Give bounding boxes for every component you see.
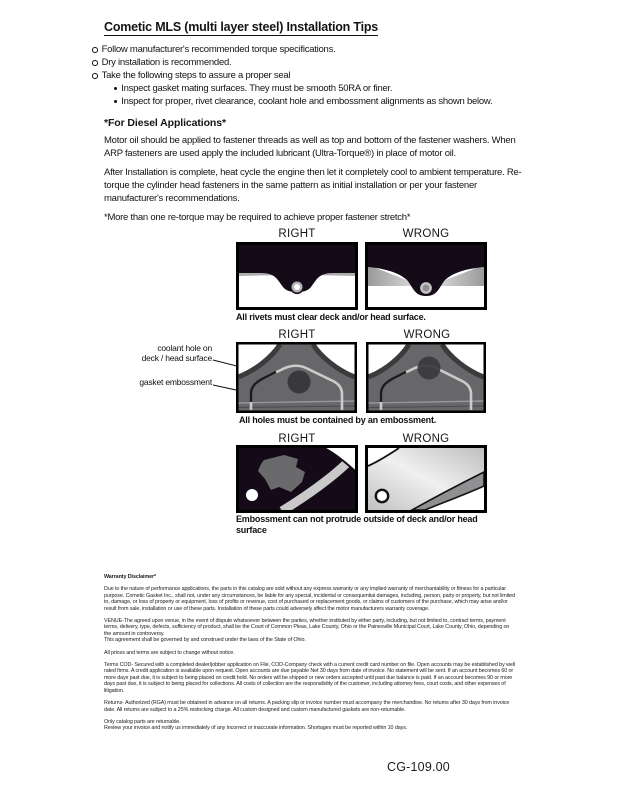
coolant-hole-label: coolant hole on deck / head surface bbox=[141, 343, 212, 363]
fine-print-paragraph: This agreement shall be governed by and construed under the laws of the State of Ohio. bbox=[104, 637, 306, 644]
list-item bbox=[92, 56, 524, 69]
list-item bbox=[92, 69, 524, 82]
circle-bullet-icon bbox=[92, 73, 98, 79]
list-item bbox=[92, 43, 524, 56]
gasket-embossment-label: gasket embossment bbox=[139, 377, 212, 387]
coolant-hole-right-diagram bbox=[236, 342, 357, 413]
warranty-disclaimer bbox=[104, 574, 517, 732]
fine-print-paragraph: Due to the nature of performance applications, the parts in this catalog are sold without any express warranty or any implied warranty of merchantability or fitness for a particular purpose. Cometic Gasket Inc., shall not, under any circumstances, be liable for any special, incidental or consequential damages, including, person, party or property, but not limited to, damage, or loss of property or equipment, loss of profits or revenue, cost of purchased or replacement goods, or claims of customers of the purchase, which may arise and/or result from sale, installation or use of these parts. Installation of these parts could adversely affect the motor manufacturers warranty coverage. bbox=[104, 586, 515, 612]
bullet-text: Follow manufacturer's recommended torque specifications. bbox=[101, 44, 336, 55]
dot-bullet-icon bbox=[114, 87, 117, 90]
bullet-text: Inspect for proper, rivet clearance, coolant hole and embossment alignments as shown below. bbox=[121, 96, 493, 107]
fine-print-paragraph: VENUE-The agreed upon venue, in the event of dispute whatsoever between the parties, whether instituted by either party, including, but not limited to, contract terms, payment terms, delivery, type, defects, sufficiency of product, shall be the Court of Common Pleas, Lake County, Ohio or the Painesville Municipal Court, Lake County, Ohio, depending on the amount in controversy. bbox=[104, 618, 510, 637]
diesel-applications-heading: *For Diesel Applications* bbox=[104, 117, 226, 129]
right-label: RIGHT bbox=[278, 433, 316, 445]
dot-bullet-icon bbox=[114, 100, 117, 103]
fine-print-paragraph: All prices and terms are subject to change without notice. bbox=[104, 649, 235, 656]
list-item bbox=[114, 82, 524, 95]
fine-print-paragraph: Returns- Authorized (RGA) must be obtained in advance on all returns. A packing slip or invoice number must accompany the merchandise. No returns after 30 days from invoice date. All returns are subject to a 25% restocking charge. All custom designed and custom manufactured gaskets are non-returnable. bbox=[104, 700, 510, 713]
fine-print-paragraph: Review your invoice and notify us immediately of any incorrect or inaccurate information. Shortages must be reported within 10 days. bbox=[104, 725, 408, 732]
coolant-hole-caption: All holes must be contained by an embossment. bbox=[239, 415, 437, 425]
rivet-clearance-right-diagram bbox=[236, 242, 358, 310]
bullet-text: Inspect gasket mating surfaces. They must be smooth 50RA or finer. bbox=[121, 83, 393, 94]
retorque-footnote: *More than one re-torque may be required to achieve proper fastener stretch* bbox=[104, 212, 411, 223]
fine-print-heading: Warranty Disclaimer* bbox=[104, 574, 157, 580]
installation-tips-list bbox=[92, 43, 524, 108]
fine-print-paragraph: Only catalog parts are returnable. bbox=[104, 718, 181, 725]
wrong-label: WRONG bbox=[402, 433, 450, 445]
embossment-caption: Embossment can not protrude outside of deck and/or head surface bbox=[236, 514, 478, 535]
page-number: CG-109.00 bbox=[387, 760, 450, 774]
page-title: Cometic MLS (multi layer steel) Installation Tips bbox=[104, 20, 379, 34]
diesel-paragraph-1: Motor oil should be applied to fastener threads as well as top and bottom of the fastener washers. When ARP fasteners are used apply the included lubricant (Ultra-Torque®) in place of motor oil. bbox=[104, 135, 516, 160]
rivet-caption: All rivets must clear deck and/or head surface. bbox=[236, 312, 426, 322]
list-item bbox=[114, 95, 524, 108]
right-label: RIGHT bbox=[278, 228, 316, 240]
circle-bullet-icon bbox=[92, 60, 98, 66]
bullet-text: Dry installation is recommended. bbox=[101, 57, 232, 68]
fine-print-paragraph: Terms COD- Secured with a completed dealer/jobber application on File, COD-Company check with a current credit card number on file. Open accounts may be established by well rated firms. A credit application is available upon request. Open accounts are due payable Net 30 days from date of invoice. No statement will be sent. If an account becomes 60 or more days past due, it is subject to being placed on credit hold. No orders will be shipped or new orders accepted until past due balance is paid. If an account becomes 90 or more days past due, it is subject to being placed for collections. All costs of collection are the responsibility of the customer, including attorney fees, court costs, and other expenses of litigation. bbox=[104, 662, 515, 694]
bullet-text: Take the following steps to assure a proper seal bbox=[101, 70, 291, 81]
rivet-clearance-wrong-diagram bbox=[365, 242, 487, 310]
embossment-right-diagram bbox=[236, 445, 358, 513]
wrong-label: WRONG bbox=[402, 228, 450, 240]
embossment-wrong-diagram bbox=[365, 445, 487, 513]
right-label: RIGHT bbox=[278, 329, 316, 341]
coolant-hole-wrong-diagram bbox=[366, 342, 486, 413]
diesel-paragraph-2: After Installation is complete, heat cycle the engine then let it completely cool to ambient temperature. Re-torque the cylinder head fasteners in the same pattern as initial installation or per your fastener manufacturer's recommendations. bbox=[104, 167, 522, 205]
wrong-label: WRONG bbox=[403, 329, 451, 341]
circle-bullet-icon bbox=[92, 47, 98, 53]
